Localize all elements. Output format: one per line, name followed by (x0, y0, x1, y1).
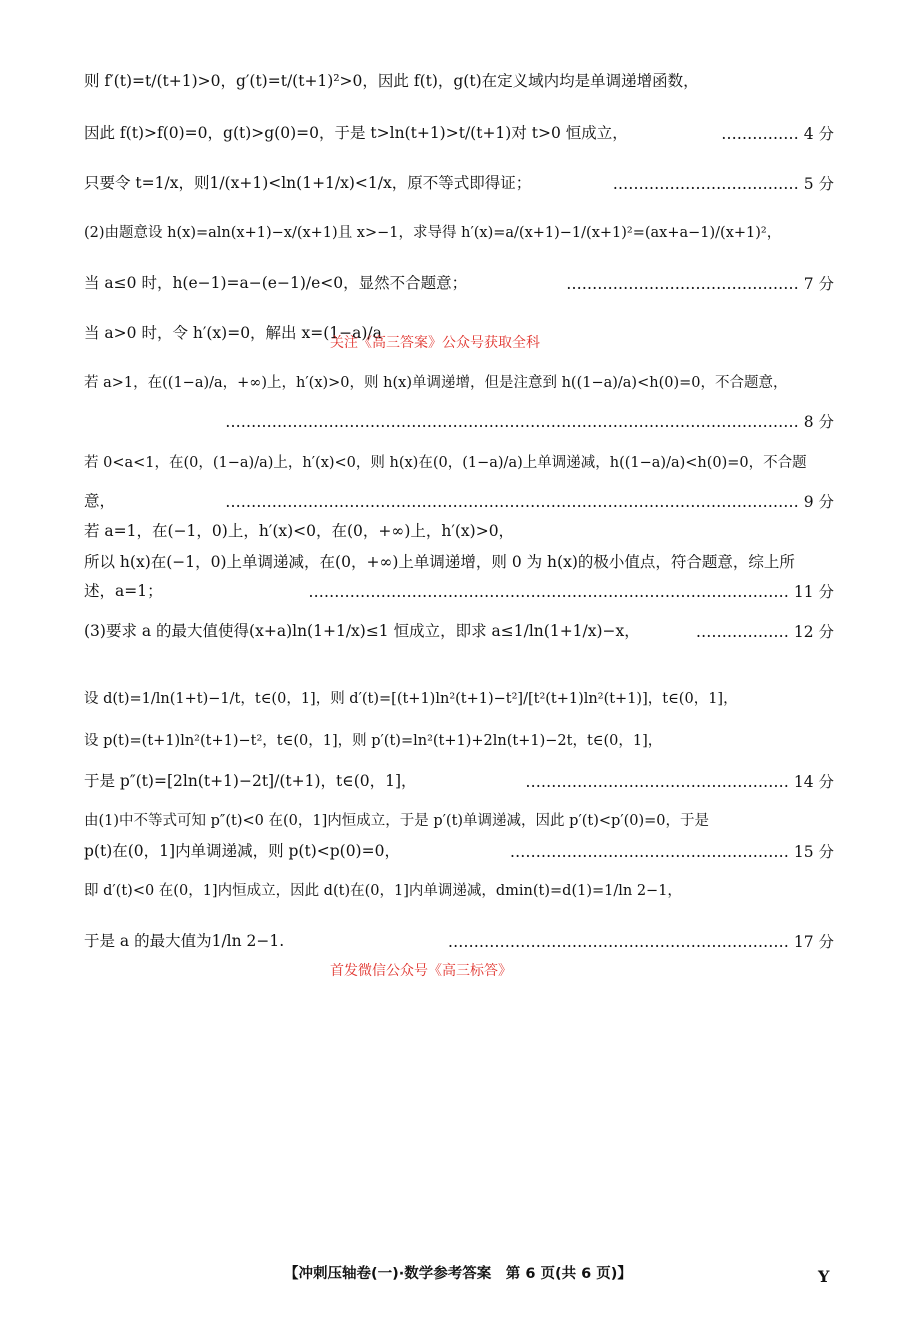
line-text: 当 a>0 时，令 h′(x)=0，解出 x=(1−a)/a (84, 324, 382, 342)
line-text: 设 p(t)=(t+1)ln²(t+1)−t²，t∈(0，1]，则 p′(t)=ln²(t+1)+2ln(t+1)−2t，t∈(0，1]， (84, 733, 663, 749)
line-text: 即 d′(t)<0 在(0，1]内恒成立，因此 d(t)在(0，1]内单调递减，dmin(t)=d(1)=1/ln 2−1， (84, 883, 682, 899)
line-7 (84, 372, 834, 394)
score-15: ……………………………………………… 15 分 (509, 843, 834, 861)
line-text: 若 0<a<1，在(0，(1−a)/a)上，h′(x)<0，则 h(x)在(0，(1−a)/a)上单调递减，h((1−a)/a)<h(0)=0，不合题 (84, 455, 807, 471)
line-text: (3)要求 a 的最大值使得(x+a)ln(1+1/x)≤1 恒成立，即求 a≤1/ln(1+1/x)−x， (84, 622, 640, 640)
watermark-bottom: 首发微信公众号《高三标答》 (330, 963, 512, 979)
line-text: 于是 a 的最大值为1/ln 2−1. (84, 932, 285, 950)
line-text: 若 a>1，在((1−a)/a，+∞)上，h′(x)>0，则 h(x)单调递增，但是注意到 h((1−a)/a)<h(0)=0，不合题意， (84, 375, 788, 391)
score-17: ………………………………………………………… 17 分 (447, 933, 834, 951)
line-text: 只要令 t=1/x，则1/(x+1)<ln(1+1/x)<1/x，原不等式即得证； (84, 174, 532, 192)
score-11: ………………………………………………………………………………… 11 分 (308, 583, 834, 601)
line-20 (84, 880, 834, 902)
score-9: ………………………………………………………………………………………………… 9 分 (225, 493, 834, 511)
line-text: 于是 p″(t)=[2ln(t+1)−2t]/(t+1)，t∈(0，1]， (84, 772, 417, 790)
blank-space (0, 990, 916, 1250)
line-text: 所以 h(x)在(−1，0)上单调递减，在(0，+∞)上单调递增，则 0 为 h(x)的极小值点，符合题意，综上所 (84, 553, 795, 571)
line-12 (84, 551, 834, 573)
score-5: ……………………………… 5 分 (612, 175, 834, 193)
line-text: 由(1)中不等式可知 p″(t)<0 在(0，1]内恒成立，于是 p′(t)单调递减，因此 p′(t)<p′(0)=0，于是 (84, 813, 710, 829)
watermark-top: 关注《高三答案》公众号获取全科 (330, 335, 540, 351)
score-8: ………………………………………………………………………………………………… 8 分 (225, 413, 834, 431)
score-14: …………………………………………… 14 分 (525, 773, 834, 791)
line-text: 意， (84, 492, 116, 510)
line-15 (84, 688, 834, 710)
line-4 (84, 222, 834, 244)
line-16 (84, 730, 834, 752)
page-footer: 【冲刺压轴卷(一)·数学参考答案 第 6 页(共 6 页)】 (284, 1266, 632, 1282)
line-text: 当 a≤0 时，h(e−1)=a−(e−1)/e<0，显然不合题意； (84, 274, 468, 292)
line-text: 若 a=1，在(−1，0)上，h′(x)<0，在(0，+∞)上，h′(x)>0， (84, 522, 515, 540)
line-text: p(t)在(0，1]内单调递减，则 p(t)<p(0)=0， (84, 842, 400, 860)
line-text: (2)由题意设 h(x)=aln(x+1)−x/(x+1)且 x>−1，求导得 h′(x)=a/(x+1)−1/(x+1)²=(ax+a−1)/(x+1)²， (84, 225, 782, 241)
score-7: ……………………………………… 7 分 (566, 275, 834, 293)
line-text: 因此 f(t)>f(0)=0，g(t)>g(0)=0，于是 t>ln(t+1)>t/(t+1)对 t>0 恒成立， (84, 124, 628, 142)
line-1 (84, 70, 834, 92)
line-text: 设 d(t)=1/ln(1+t)−1/t，t∈(0，1]，则 d′(t)=[(t+1)ln²(t+1)−t²]/[t²(t+1)ln²(t+1)]，t∈(0，1]， (84, 691, 738, 707)
line-text: 则 f′(t)=t/(t+1)>0，g′(t)=t/(t+1)²>0，因此 f(t)，g(t)在定义域内均是单调递增函数， (84, 72, 699, 90)
line-11 (84, 520, 834, 542)
line-9 (84, 452, 834, 474)
score-12: ……………… 12 分 (695, 623, 834, 641)
corner-mark: Y (818, 1267, 830, 1286)
score-4: …………… 4 分 (721, 125, 834, 143)
line-18 (84, 810, 834, 832)
line-text: 述，a=1； (84, 582, 163, 600)
